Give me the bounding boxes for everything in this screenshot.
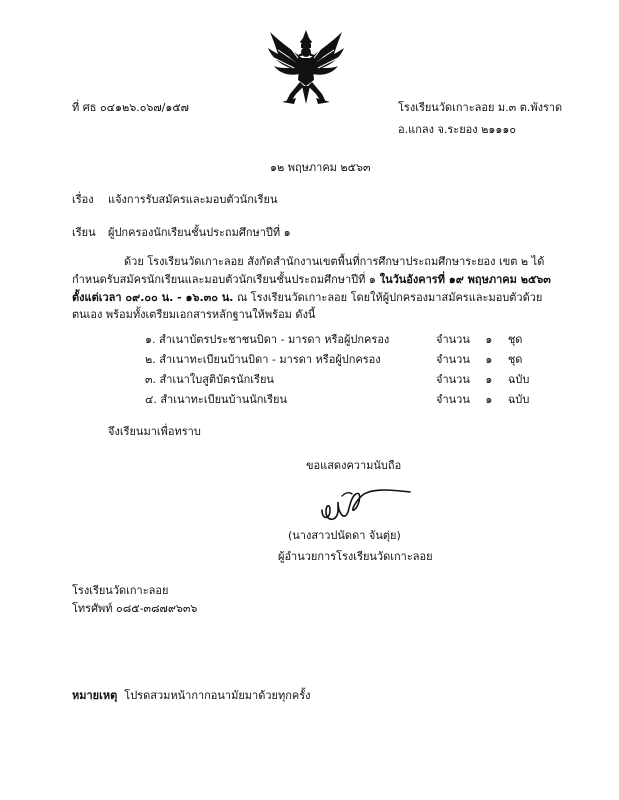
document-item-1: ๑. สำเนาบัตรประชาชนบิดา - มารดา หรือผู้ปกครอง — [145, 333, 390, 346]
letter-date: ๑๒ พฤษภาคม ๒๕๖๓ — [270, 161, 371, 174]
footer-phone: โทรศัพท์ ๐๘๕-๓๘๗๙๖๓๖ — [72, 602, 198, 615]
body-text-date-time: ในวันอังคารที่ ๑๙ พฤษภาคม ๒๕๖๓ ตั้งแต่เวลา ๐๙.๐๐ น. - ๑๖.๓๐ น. — [72, 272, 551, 304]
body-paragraph — [72, 253, 552, 324]
subject-label: เรื่อง — [72, 193, 94, 206]
school-address-line1: โรงเรียนวัดเกาะลอย ม.๓ ต.พังราด — [398, 101, 563, 114]
note-label: หมายเหตุ — [72, 689, 118, 702]
reference-number: ที่ ศธ ๐๔๑๒๖.๐๖๗/๑๕๗ — [72, 101, 189, 114]
garuda-emblem-icon — [266, 28, 346, 108]
document-item-2: ๒. สำเนาทะเบียนบ้านบิดา - มารดา หรือผู้ปกครอง — [145, 353, 381, 366]
signature-icon — [316, 482, 416, 526]
footer-school-name: โรงเรียนวัดเกาะลอย — [72, 584, 169, 597]
body-text-part1: ด้วย โรงเรียนวัดเกาะลอย สังกัดสำนักงานเขตพื้นที่การศึกษาประถมศึกษาระยอง เขต ๒ ได้กำหนดรับสมัครนักเรียนและมอบตัวนักเรียนชั้นประถมศึกษาปีที่ ๑ — [72, 255, 545, 286]
body-text-part3: ณ โรงเรียนวัดเกาะลอย โดยให้ผู้ปกครองมาสมัครและมอบตัวด้วยตนเอง พร้อมทั้งเตรียมเอกสารหลักฐานให้พร้อม ดังนี้ — [72, 290, 543, 322]
subject-text: แจ้งการรับสมัครและมอบตัวนักเรียน — [108, 193, 278, 206]
closing-inform: จึงเรียนมาเพื่อทราบ — [108, 425, 201, 438]
recipient-label: เรียน — [72, 226, 96, 239]
closing-regards: ขอแสดงความนับถือ — [306, 459, 402, 472]
document-item-2-quantity: จำนวน ๑ ชุด — [436, 353, 523, 366]
signer-title: ผู้อำนวยการโรงเรียนวัดเกาะลอย — [278, 550, 433, 563]
document-item-1-quantity: จำนวน ๑ ชุด — [436, 333, 523, 346]
note-text: โปรดสวมหน้ากากอนามัยมาด้วยทุกครั้ง — [124, 689, 311, 702]
recipient-text: ผู้ปกครองนักเรียนชั้นประถมศึกษาปีที่ ๑ — [108, 226, 291, 239]
document-item-3-quantity: จำนวน ๑ ฉบับ — [436, 373, 530, 386]
footer-note — [72, 690, 311, 703]
school-address-line2: อ.แกลง จ.ระยอง ๒๑๑๑๐ — [398, 123, 517, 136]
document-item-4-quantity: จำนวน ๑ ฉบับ — [436, 393, 530, 406]
document-item-4: ๔. สำเนาทะเบียนบ้านนักเรียน — [145, 393, 288, 406]
signer-name: (นางสาวปนัดดา จันตุ่ย) — [288, 529, 401, 542]
document-item-3: ๓. สำเนาใบสูติบัตรนักเรียน — [145, 373, 274, 386]
